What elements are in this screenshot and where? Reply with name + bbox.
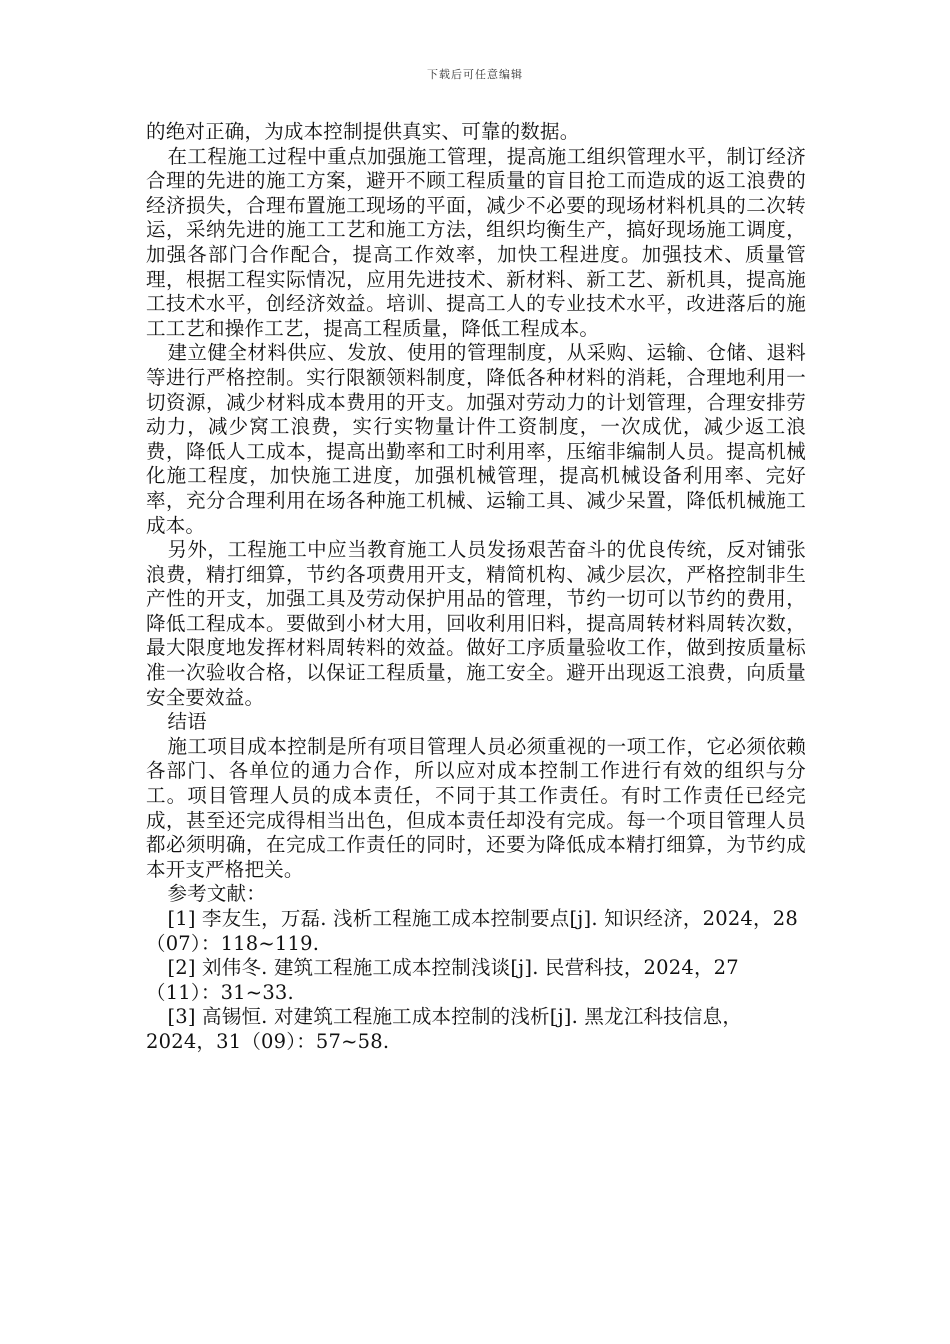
- conclusion-paragraph: 施工项目成本控制是所有项目管理人员必须重视的一项工作，它必须依赖各部门、各单位的通力合作，所以应对成本控制工作进行有效的组织与分工。项目管理人员的成本责任，不同于其工作责任。有时工作责任已经完成，甚至还完成得相当出色，但成本责任却没有完成。每一个项目管理人员都必须明确，在完成工作责任的同时，还要为降低成本精打细算，为节约成本开支严格把关。: [146, 734, 806, 881]
- page-header-note: 下载后可任意编辑: [427, 68, 523, 81]
- paragraph-construction-management: 在工程施工过程中重点加强施工管理，提高施工组织管理水平，制订经济合理的先进的施工方案，避开不顾工程质量的盲目抢工而造成的返工浪费的经济损失，合理布置施工现场的平面，减少不必要的现场材料机具的二次转运，采纳先进的施工工艺和施工方法，组织均衡生产，搞好现场施工调度，加强各部门合作配合，提高工作效率，加快工程进度。加强技术、质量管理，根据工程实际情况，应用先进技术、新材料、新工艺、新机具，提高施工技术水平，创经济效益。培训、提高工人的专业技术水平，改进落后的施工工艺和操作工艺，提高工程质量，降低工程成本。: [146, 144, 806, 340]
- conclusion-heading: 结语: [167, 710, 207, 734]
- reference-item-2: [2] 刘伟冬. 建筑工程施工成本控制浅谈[j]. 民营科技，2024，27（11）：31~33.: [146, 956, 739, 1004]
- paragraph-material-labor-control: 建立健全材料供应、发放、使用的管理制度，从采购、运输、仓储、退料等进行严格控制。实行限额领料制度，降低各种材料的消耗，合理地利用一切资源，减少材料成本费用的开支。加强对劳动力的计划管理，合理安排劳动力，减少窝工浪费，实行实物量计件工资制度，一次成优，减少返工浪费，降低人工成本，提高出勤率和工时利用率，压缩非编制人员。提高机械化施工程度，加快施工进度，加强机械管理，提高机械设备利用率、完好率，充分合理利用在场各种施工机械、运输工具、减少呆置，降低机械施工成本。: [146, 341, 806, 537]
- references-heading: 参考文献：: [167, 882, 266, 906]
- paragraph-cost-saving: 另外，工程施工中应当教育施工人员发扬艰苦奋斗的优良传统，反对铺张浪费，精打细算，节约各项费用开支，精简机构、减少层次，严格控制非生产性的开支，加强工具及劳动保护用品的管理，节约一切可以节约的费用，降低工程成本。要做到小材大用，回收利用旧料，提高周转材料周转次数，最大限度地发挥材料周转料的效益。做好工序质量验收工作，做到按质量标准一次验收合格，以保证工程质量，施工安全。避开出现返工浪费，向质量安全要效益。: [146, 538, 806, 709]
- reference-item-3: [3] 高锡恒. 对建筑工程施工成本控制的浅析[j]. 黑龙江科技信息，2024，31（09）：57~58.: [146, 1005, 743, 1053]
- reference-item-1: [1] 李友生，万磊. 浅析工程施工成本控制要点[j]. 知识经济，2024，28（07）：118~119.: [146, 907, 798, 955]
- document-body: [146, 120, 806, 1055]
- paragraph-continuation: 的绝对正确，为成本控制提供真实、可靠的数据。: [146, 120, 580, 143]
